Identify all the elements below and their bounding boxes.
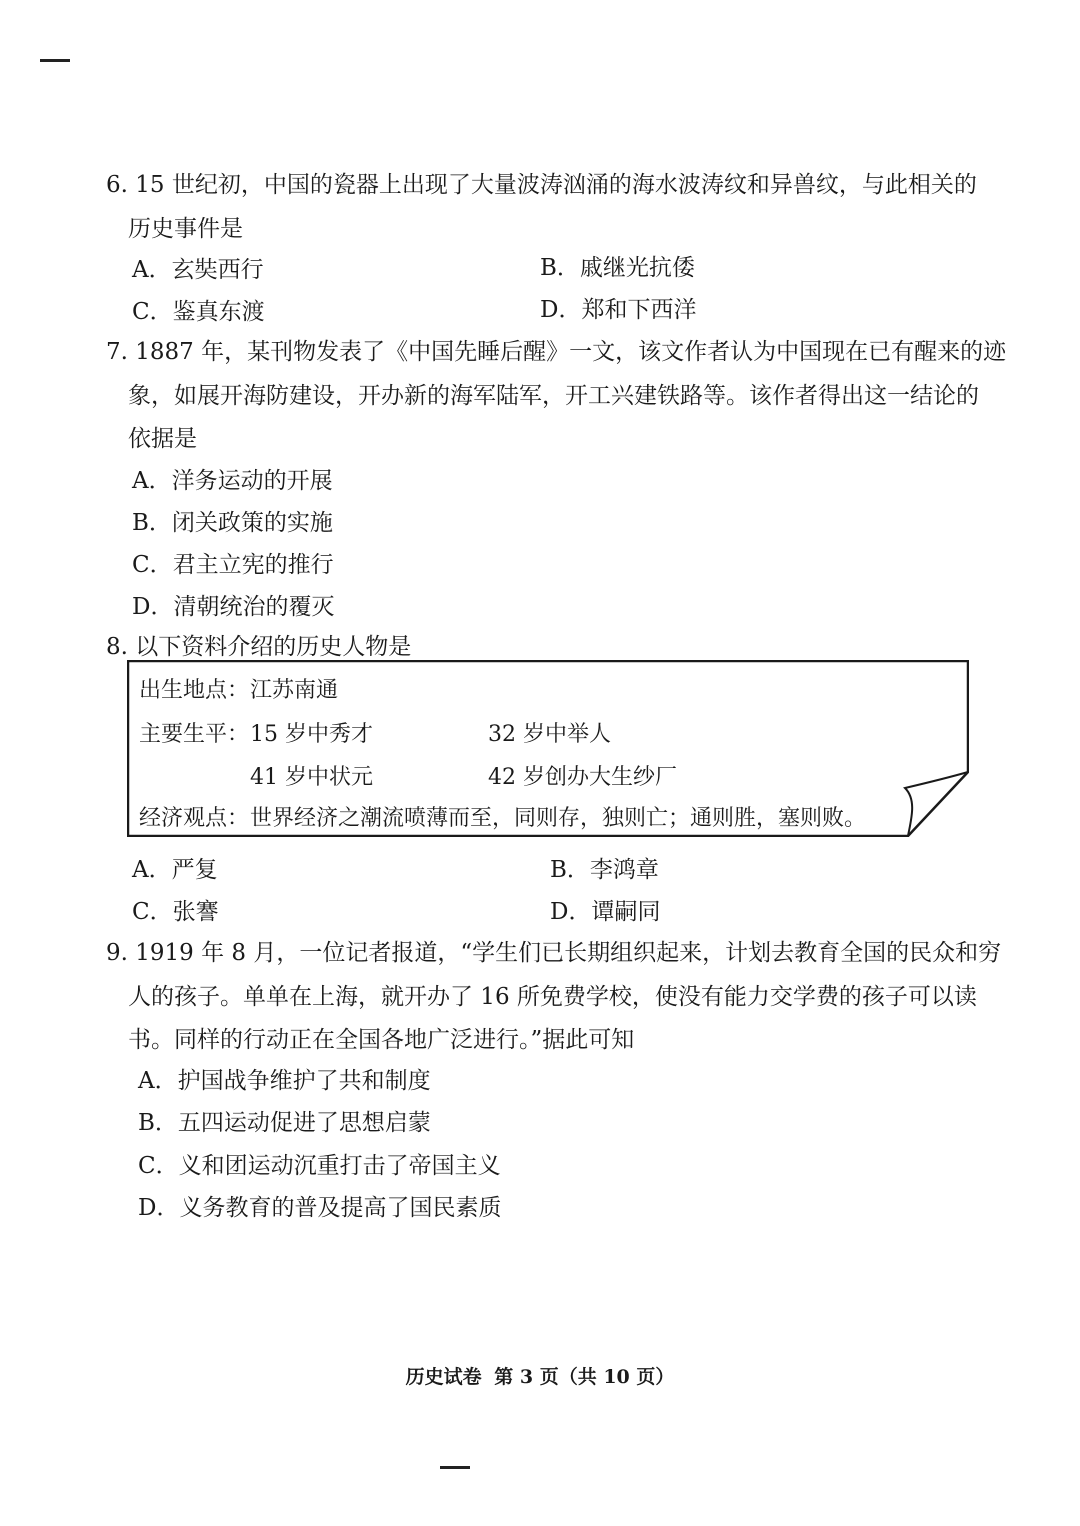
q8-birth-label: 出生地点： [139,678,250,703]
q8-econ-value: 世界经济之潮流喷薄而至，同则存，独则亡；通则胜，塞则败。 [250,806,867,831]
page-footer [0,1362,1080,1389]
q9-stem-line-1: 9. 1919 年 8 月，一位记者报道，“学生们已长期组织起来，计划去教育全国的民众和穷 [106,940,1002,966]
q7-stem-line-1: 7. 1887 年，某刊物发表了《中国先睡后醒》一文，该文作者认为中国现在已有醒来的迹 [106,339,1007,365]
q6-stem-line-1: 6. 15 世纪初，中国的瓷器上出现了大量波涛汹涌的海水波涛纹和异兽纹，与此相关的 [106,172,977,198]
q7-option-b[interactable]: B．闭关政策的实施 [132,510,333,536]
q8-birth-value: 江苏南通 [250,678,339,703]
q8-option-b[interactable]: B．李鸿章 [550,857,659,883]
q8-life-item-4: 42 岁创办大生纱厂 [488,765,677,790]
q7-stem-line-2: 象，如展开海防建设，开办新的海军陆军，开工兴建铁路等。该作者得出这一结论的 [128,383,979,409]
q9-option-d[interactable]: D．义务教育的普及提高了国民素质 [138,1195,502,1221]
q6-stem-line-2: 历史事件是 [128,216,243,242]
q6-option-d[interactable]: D．郑和下西洋 [540,297,697,323]
q7-option-a[interactable]: A．洋务运动的开展 [132,468,333,494]
q9-stem-line-3: 书。同样的行动正在全国各地广泛进行。”据此可知 [128,1027,635,1053]
scan-mark-top [40,59,70,62]
q7-option-c[interactable]: C．君主立宪的推行 [132,552,334,578]
scan-mark-bottom [440,1466,470,1469]
q8-option-c[interactable]: C．张謇 [132,899,219,925]
q8-life-label: 主要生平： [139,722,250,747]
q7-option-d[interactable]: D．清朝统治的覆灭 [132,594,335,620]
q8-life-item-3: 41 岁中状元 [250,765,373,790]
q7-stem-line-3: 依据是 [128,426,197,452]
q9-option-b[interactable]: B．五四运动促进了思想启蒙 [138,1110,431,1136]
q8-option-a[interactable]: A．严复 [132,857,218,883]
footer-page-number: 第 3 页（共 10 页） [494,1366,675,1388]
q8-econ-label: 经济观点： [139,806,250,831]
footer-subject: 历史试卷 [405,1366,482,1388]
q9-option-c[interactable]: C．义和团运动沉重打击了帝国主义 [138,1153,501,1179]
q8-life-item-2: 32 岁中举人 [488,722,611,747]
q6-option-b[interactable]: B．戚继光抗倭 [540,255,695,281]
q9-option-a[interactable]: A．护国战争维护了共和制度 [138,1068,431,1094]
q8-stem: 8. 以下资料介绍的历史人物是 [106,634,412,660]
q8-life-item-1: 15 岁中秀才 [250,722,373,747]
q8-material-card [127,660,969,837]
q6-option-a[interactable]: A．玄奘西行 [132,257,264,283]
q9-stem-line-2: 人的孩子。单单在上海，就开办了 16 所免费学校，使没有能力交学费的孩子可以读 [128,984,977,1010]
q6-option-c[interactable]: C．鉴真东渡 [132,299,265,325]
q8-option-d[interactable]: D．谭嗣同 [550,899,661,925]
